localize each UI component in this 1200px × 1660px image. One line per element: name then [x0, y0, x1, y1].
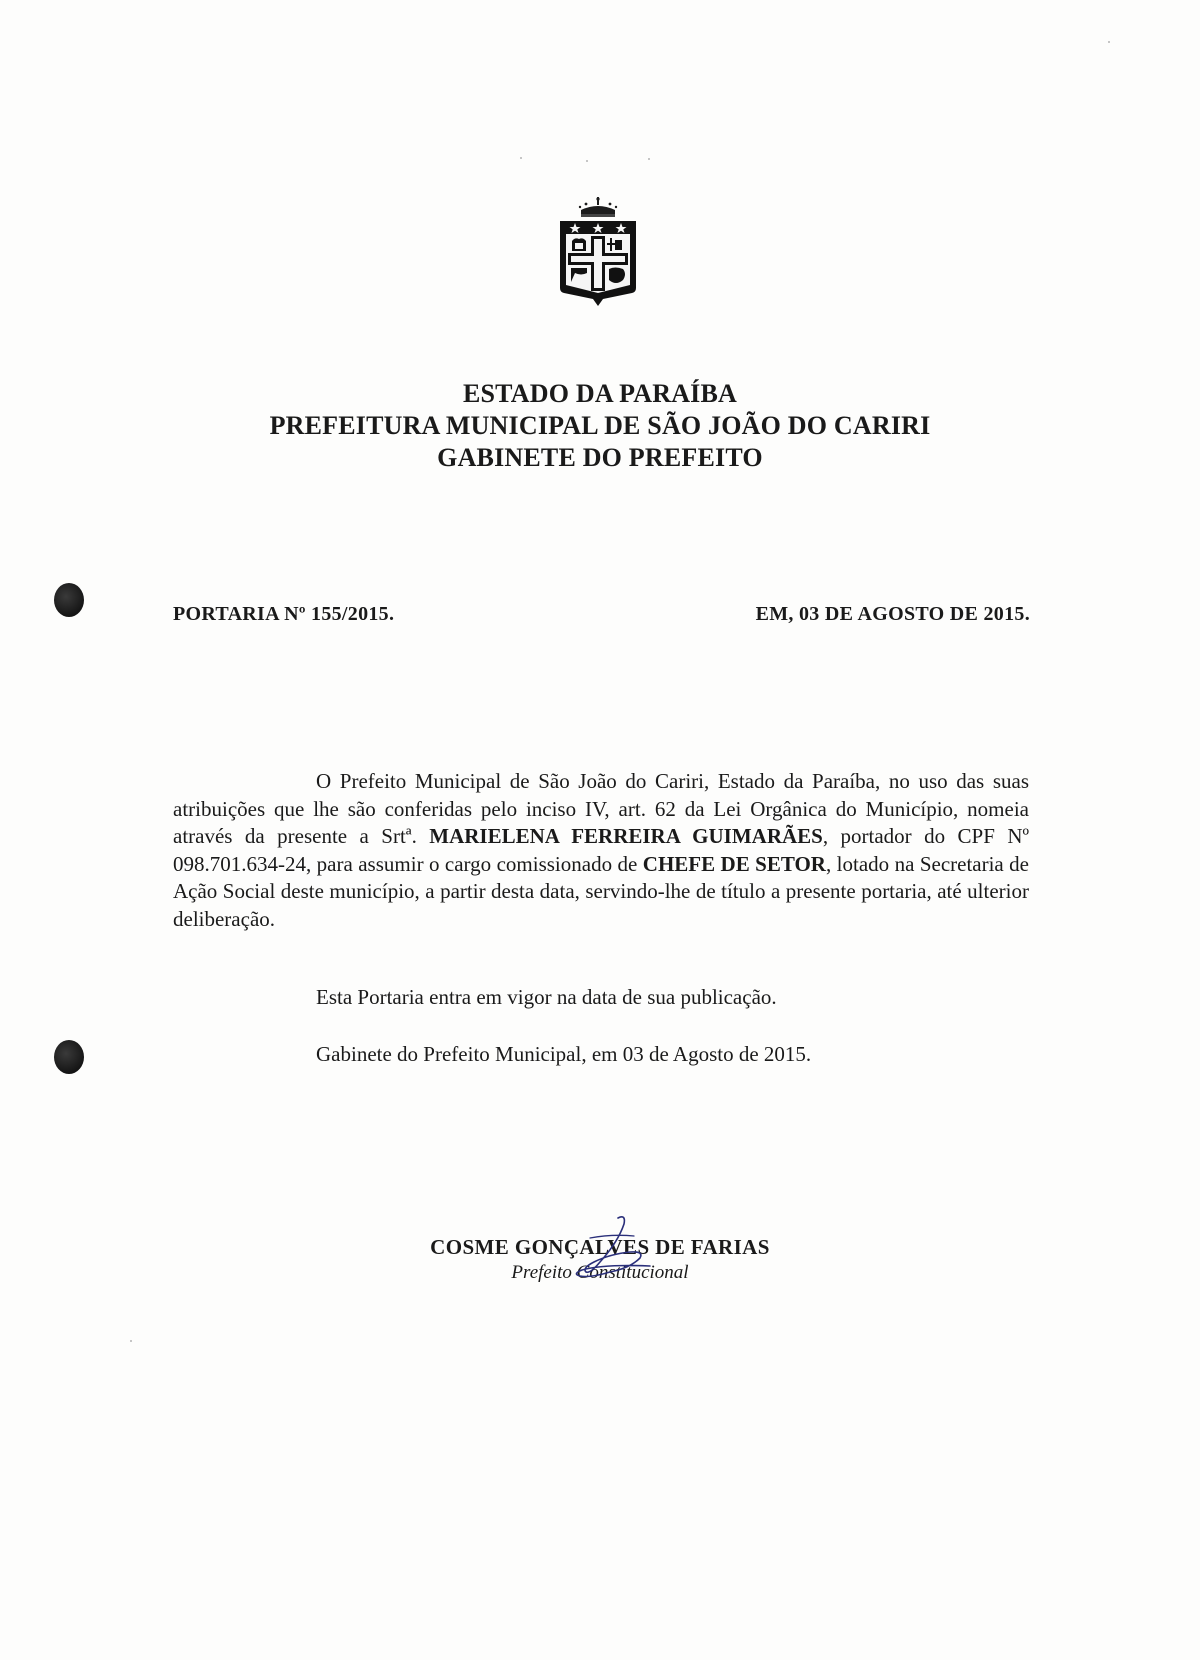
office-name: GABINETE DO PREFEITO: [437, 443, 763, 472]
body-paragraph: [173, 768, 1029, 933]
prefecture-name: PREFEITURA MUNICIPAL DE SÃO JOÃO DO CARIRI: [269, 411, 931, 440]
body-text-part3: , lotado na Secretaria de Ação Social deste município, a partir desta data, servindo-lhe de título a presente portaria, até ulterior deliberação.: [173, 851, 1030, 931]
body-text-part1: O Prefeito Municipal de São João do Cariri, Estado da Paraíba, no uso das suas atribuições que lhe são conferidas pelo inciso IV, art. 62 da Lei Orgânica do Município, nomeia através da presente a Srtª.: [173, 769, 1029, 848]
closing-line: Gabinete do Prefeito Municipal, em 03 de Agosto de 2015.: [316, 1042, 812, 1066]
body-text-part2: , portador do CPF Nº 098.701.634-24, para assumir o cargo comissionado de: [173, 824, 1029, 876]
state-name: ESTADO DA PARAÍBA: [462, 379, 738, 408]
punch-hole-top: [54, 583, 84, 617]
punch-hole-bottom: [54, 1040, 84, 1074]
appointee-name: MARIELENA FERREIRA GUIMARÃES: [429, 824, 823, 848]
coat-of-arms-icon: [553, 196, 643, 311]
portaria-date: EM, 03 DE AGOSTO DE 2015.: [755, 603, 1030, 625]
signatory-name: COSME GONÇALVES DE FARIAS: [430, 1235, 770, 1259]
signatory-role: Prefeito Constitucional: [511, 1262, 689, 1283]
vigor-clause: Esta Portaria entra em vigor na data de sua publicação.: [316, 985, 777, 1009]
letterhead: [0, 378, 1200, 474]
handwritten-signature-icon: [560, 1212, 670, 1292]
position-name: CHEFE DE SETOR: [642, 851, 826, 876]
portaria-number: PORTARIA Nº 155/2015.: [173, 603, 395, 625]
